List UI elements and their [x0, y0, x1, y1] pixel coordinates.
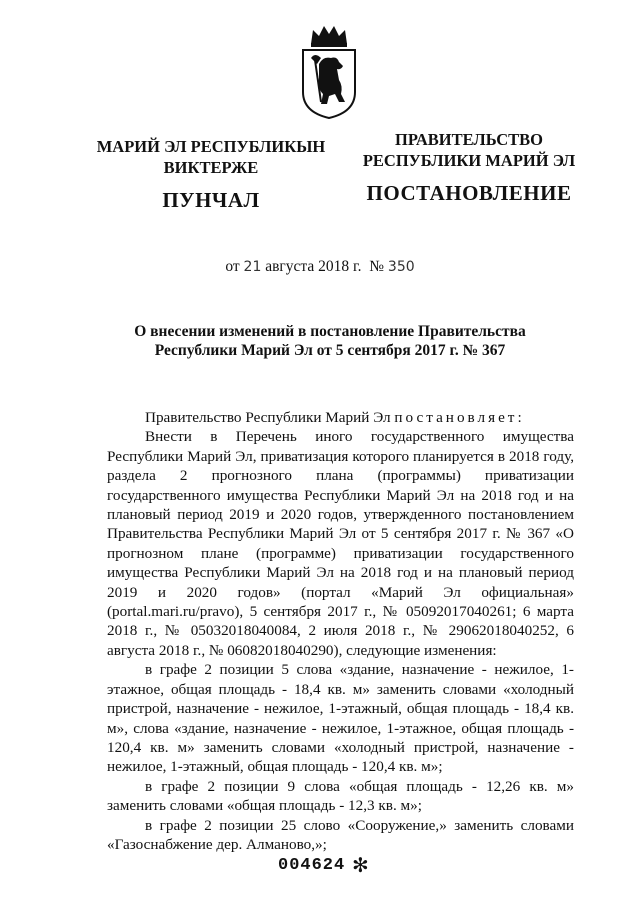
- header-russian-line1: ПРАВИТЕЛЬСТВО: [395, 130, 543, 149]
- document-number: 350: [387, 259, 415, 275]
- header-russian-line2: РЕСПУБЛИКИ МАРИЙ ЭЛ: [362, 151, 576, 170]
- date-prefix: от: [225, 258, 240, 275]
- document-body: [107, 408, 574, 854]
- date-day: 21: [243, 259, 262, 275]
- serial-number: 004624: [278, 856, 346, 875]
- paragraph-change-2: в графе 2 позиции 9 слова «общая площадь - 12,26 кв. м» заменить словами «общая площадь - 12,3 кв. м»;: [107, 777, 574, 815]
- resolves-verb: постановляет:: [394, 409, 525, 426]
- header-mari-doctype: ПУНЧАЛ: [162, 188, 260, 212]
- header-mari-line1: МАРИЙ ЭЛ РЕСПУБЛИКЫН: [96, 137, 326, 156]
- title-line2: Республики Марий Эл от 5 сентября 2017 г. № 367: [154, 342, 506, 359]
- paragraph-resolves: [107, 408, 574, 427]
- coat-of-arms-icon: [297, 22, 361, 122]
- title-line1: О внесении изменений в постановление Правительства: [134, 323, 526, 340]
- resolves-subject: Правительство Республики Марий Эл: [145, 409, 395, 426]
- document-title: [100, 322, 560, 360]
- header-russian: [344, 129, 594, 204]
- header-russian-doctype: ПОСТАНОВЛЕНИЕ: [366, 181, 572, 205]
- date-month-year: августа 2018 г.: [265, 258, 362, 275]
- header-mari-line2: ВИКТЕРЖЕ: [163, 158, 259, 177]
- document-date-line: [0, 258, 640, 276]
- star-mark: ✻: [352, 853, 369, 877]
- paragraph-change-3: в графе 2 позиции 25 слово «Сооружение,» заменить словами «Газоснабжение дер. Алманово,»;: [107, 816, 574, 853]
- paragraph-change-1: в графе 2 позиции 5 слова «здание, назначение - нежилое, 1-этажное, общая площадь - 18,4 кв. м» заменить словами «холодный пристрой, назначение - нежилое, 1-этажный, общая площадь - 18,4 кв. м», слова «здание, назначение - нежилое, 1-этажное, общая площадь - 120,4 кв. м» заменить словами «холодный пристрой, назначение - нежилое, 1-этажный, общая площадь - 120,4 кв. м»;: [107, 661, 574, 776]
- paragraph-main: Внести в Перечень иного государственного имущества Республики Марий Эл, приватизация которого планируется в 2018 году, раздела 2 прогнозного плана (программы) приватизации государственного имущества Республики Марий Эл на 2018 год и на плановый период 2019 и 2020 годов, утвержденного постановлением Правительства Республики Марий Эл от 5 сентября 2017 г. № 367 «О прогнозном плане (программе) приватизации государственного имущества Республики Марий Эл на 2018 год и на плановый период 2019 и 2020 годов» (портал «Марий Эл официальная» (portal.mari.ru/pravo), 5 сентября 2017 г., № 05092017040261; 6 марта 2018 г., № 05032018040084, 2 июля 2018 г., № 29062018040252, 6 августа 2018 г., № 06082018040290), следующие изменения:: [107, 428, 574, 659]
- number-sign: №: [369, 258, 385, 275]
- header-mari: [86, 136, 336, 211]
